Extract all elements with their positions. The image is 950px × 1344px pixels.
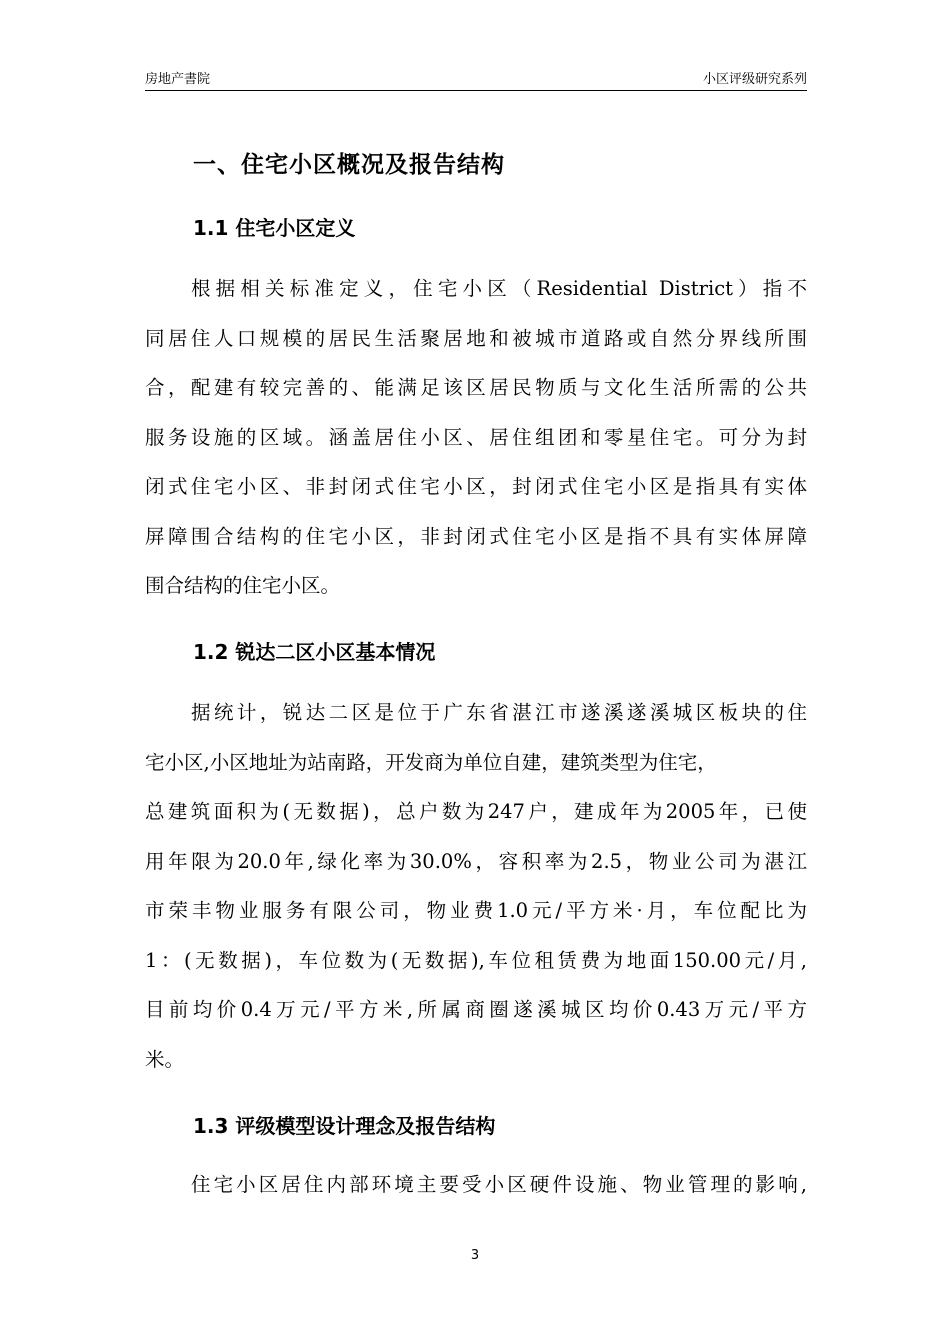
paragraph-line: 合，配建有较完善的、能满足该区居民物质与文化生活所需的公共 bbox=[145, 376, 807, 399]
section-paragraph-1-1 bbox=[145, 264, 807, 611]
paragraph-line: 米。 bbox=[145, 1047, 185, 1071]
paragraph-line: 总建筑面积为(无数据)，总户数为247户，建成年为2005年，已使 bbox=[145, 800, 807, 823]
paragraph-line: 住宅小区居住内部环境主要受小区硬件设施、物业管理的影响, bbox=[191, 1173, 807, 1196]
paragraph-line: 根据相关标准定义，住宅小区（Residential District）指不 bbox=[191, 277, 807, 300]
paragraph-line: 用年限为20.0年,绿化率为30.0%，容积率为2.5，物业公司为湛江 bbox=[145, 849, 807, 873]
paragraph-line: 闭式住宅小区、非封闭式住宅小区，封闭式住宅小区是指具有实体 bbox=[145, 475, 807, 498]
paragraph-line: 围合结构的住宅小区。 bbox=[145, 574, 341, 597]
section-paragraph-1-3 bbox=[145, 1160, 807, 1210]
paragraph-line: 屏障围合结构的住宅小区，非封闭式住宅小区是指不具有实体屏障 bbox=[145, 524, 807, 548]
section-heading-1-1: 1.1 住宅小区定义 bbox=[193, 216, 356, 240]
page-header bbox=[145, 66, 807, 91]
paragraph-line: 服务设施的区域。涵盖居住小区、居住组团和零星住宅。可分为封 bbox=[145, 425, 807, 449]
paragraph-line: 同居住人口规模的居民生活聚居地和被城市道路或自然分界线所围 bbox=[145, 326, 807, 350]
paragraph-line: 宅小区,小区地址为站南路，开发商为单位自建，建筑类型为住宅， bbox=[145, 750, 717, 774]
paragraph-line: 市荣丰物业服务有限公司，物业费1.0元/平方米·月，车位配比为 bbox=[145, 899, 807, 922]
paragraph-line: 据统计，锐达二区是位于广东省湛江市遂溪遂溪城区板块的住 bbox=[191, 701, 807, 724]
header-series-title: 小区评级研究系列 bbox=[702, 72, 807, 87]
paragraph-line: 目前均价0.4万元/平方米,所属商圈遂溪城区均价0.43万元/平方 bbox=[145, 998, 807, 1021]
paragraph-line: 1：(无数据)，车位数为(无数据),车位租赁费为地面150.00元/月, bbox=[145, 948, 807, 972]
page-number: 3 bbox=[470, 1248, 480, 1263]
section-heading-1-2: 1.2 锐达二区小区基本情况 bbox=[193, 640, 436, 664]
section-heading-1-3: 1.3 评级模型设计理念及报告结构 bbox=[193, 1114, 496, 1138]
chapter-title: 一、住宅小区概况及报告结构 bbox=[193, 152, 505, 178]
header-publisher: 房地产書院 bbox=[145, 72, 211, 87]
section-paragraph-1-2 bbox=[145, 688, 807, 1084]
